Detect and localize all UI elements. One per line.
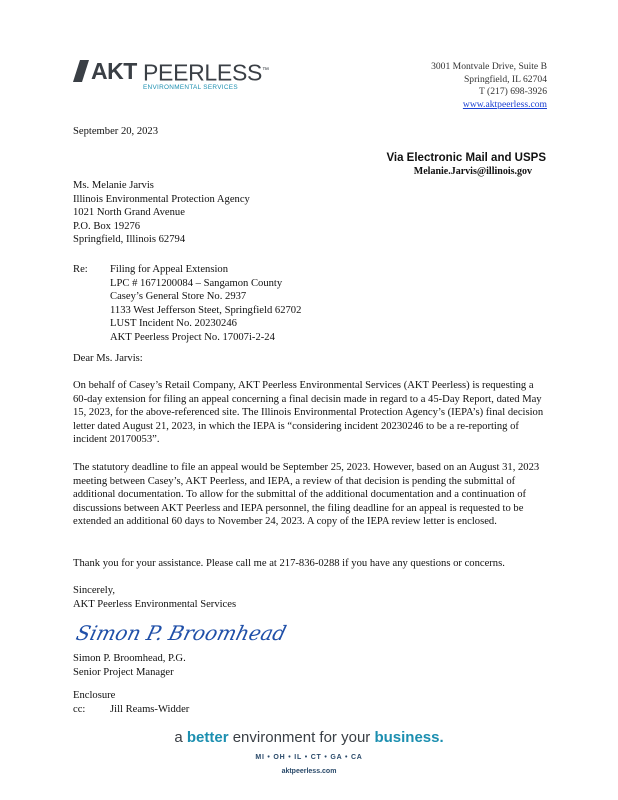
cc-name: Jill Reams-Widder [110,704,190,715]
re-lines [110,263,301,344]
letterhead-address [431,61,547,111]
address-line-1: 3001 Montvale Drive, Suite B [431,61,547,72]
recipient-org: Illinois Environmental Protection Agency [73,193,250,205]
recipient-name: Ms. Melanie Jarvis [73,180,154,191]
logo-subtitle: ENVIRONMENTAL SERVICES [143,84,238,91]
company-logo [73,58,273,98]
salutation: Dear Ms. Jarvis: [73,353,143,364]
footer-url[interactable]: aktpeerless.com [281,768,337,775]
re-line: AKT Peerless Project No. 17007i-2-24 [110,331,275,343]
footer-states: MI • OH • IL • CT • GA • CA [255,754,363,761]
re-label: Re: [73,264,88,275]
signer-block [73,652,186,679]
signature-script: Simon P. Broomhead [73,621,289,645]
signature-image [73,616,289,650]
letter-date: September 20, 2023 [73,126,159,137]
enclosure-label: Enclosure [73,690,116,701]
recipient-address [73,179,250,247]
akt-logo-mark-icon [73,60,89,82]
signer-title: Senior Project Manager [73,666,174,678]
recipient-email: Melanie.Jarvis@illinois.gov [413,166,532,177]
recipient-po-box: P.O. Box 19276 [73,220,141,232]
closing-block [73,584,236,611]
signer-name: Simon P. Broomhead, P.G. [73,653,186,664]
website-link[interactable]: www.aktpeerless.com [462,98,547,110]
re-line: LUST Incident No. 20230246 [110,318,237,329]
address-line-2: Springfield, IL 62704 [463,73,547,85]
body-paragraph-2: The statutory deadline to file an appeal would be September 25, 2023. However, based on an August 31, 2023 meeting between Casey’s, AKT Peerless, and IEPA, a review of that decision is pending the submittal of additional documentation. To allow for the submittal of the additional documentation and a continuation of discussions between AKT Peerless and IEPA personnel, the filing deadline for an appeal is requested to be extended an additional 60 days to November 24, 2023. A copy of the IEPA review letter is enclosed. [73,462,540,527]
recipient-city: Springfield, Illinois 62794 [73,234,186,245]
re-line: LPC # 1671200084 – Sangamon County [110,277,283,289]
valediction: Sincerely, [73,585,115,596]
footer-tagline: a better environment for your business. [174,729,444,746]
logo-light-text: PEERLESS™ [143,59,269,86]
phone-number: T (217) 698-3926 [478,86,547,97]
delivery-method: Via Electronic Mail and USPS [386,152,546,164]
re-line: 1133 West Jefferson Steet, Springfield 62702 [110,304,302,316]
cc-label: cc: [73,704,86,715]
closing-company: AKT Peerless Environmental Services [73,598,237,610]
re-line: Filing for Appeal Extension [110,264,228,275]
re-line: Casey’s General Store No. 2937 [110,291,247,302]
recipient-street: 1021 North Grand Avenue [73,207,185,218]
body-paragraph-1: On behalf of Casey’s Retail Company, AKT Peerless Environmental Services (AKT Peerless) is requesting a 60-day extension for filing an appeal concerning a final decisin made in regard to a 45-Day Report, dated May 15, 2023, for the above-referenced site. The Illinois Environmental Protection Agency’s (IEPA’s) final decision letter dated August 21, 2023, in which the IEPA is “considering incident 20230246 to be a re-reporting of incident 20170053”. [73,380,544,445]
body-paragraph-3: Thank you for your assistance. Please call me at 217-836-0288 if you have any questions or concerns. [73,558,505,569]
logo-bold-text: AKT [91,58,137,84]
